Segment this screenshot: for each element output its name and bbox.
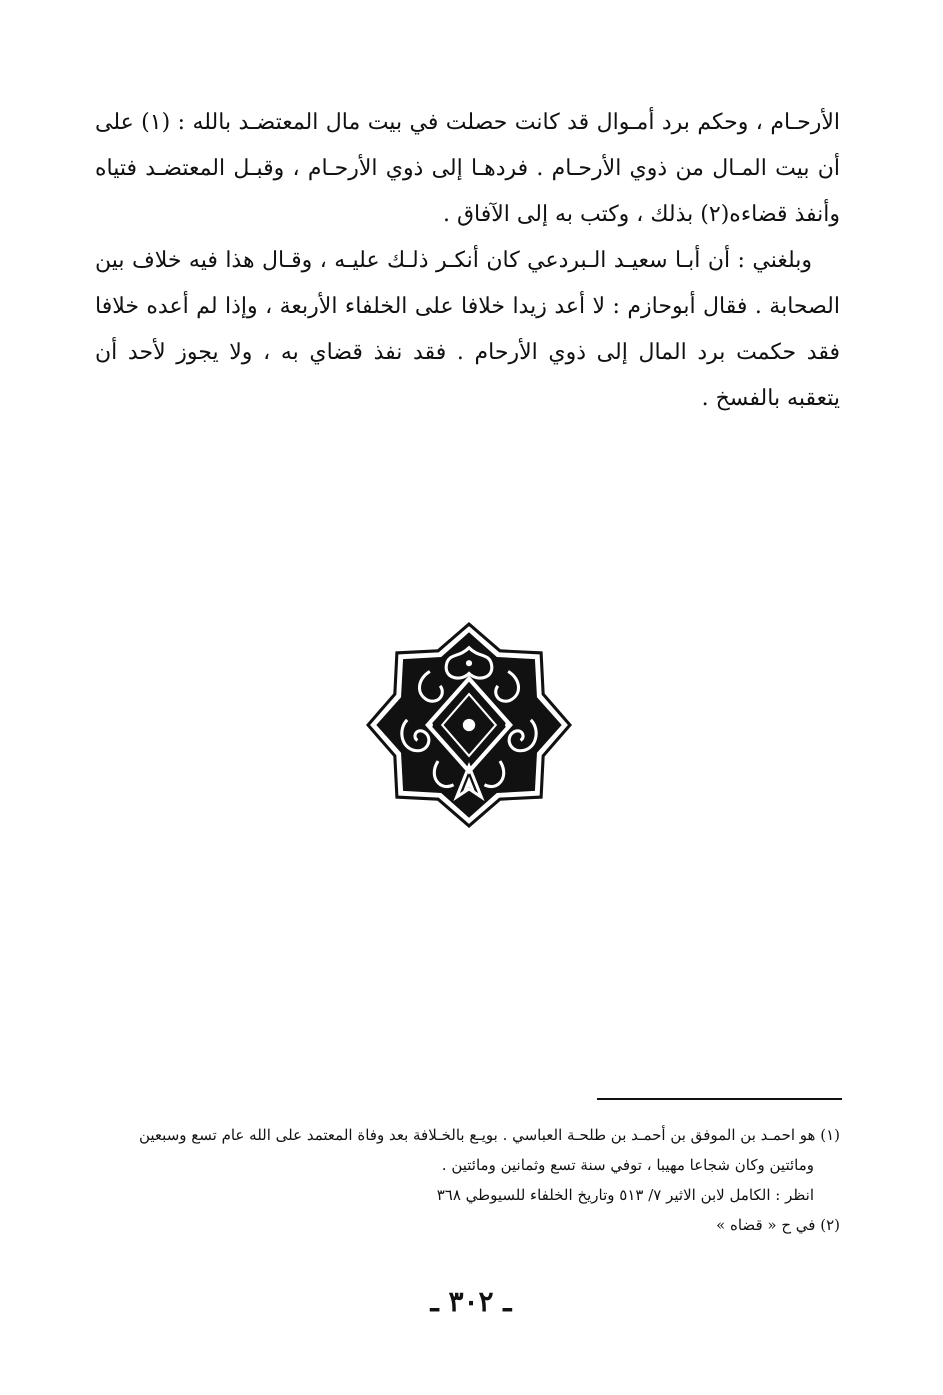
footnote-divider: [597, 1098, 842, 1100]
footnotes: [95, 1120, 840, 1240]
body-text: [95, 100, 840, 422]
paragraph-1: الأرحـام ، وحكم برد أمـوال قد كانت حصلت في بيت مال المعتضـد بالله : (١) على أن بيت المـال من ذوي الأرحـام . فردهـا إلى ذوي الأرحـام ، وقبـل المعتضـد فتياه وأنفذ قضاءه(٢) بذلك ، وكتب به إلى الآفاق .: [95, 110, 840, 227]
eight-point-star-arabesque-icon: [366, 622, 572, 828]
footnote-1-line-2: ومائتين وكان شجاعا مهيبا ، توفي سنة تسع وثمانين ومائتين .: [441, 1156, 814, 1174]
paragraph-2: وبلغني : أن أبـا سعيـد الـبردعي كان أنكـر ذلـك عليـه ، وقـال هذا فيه خلاف بين الصحابة . فقال أبوحازم : لا أعد زيدا خلافا على الخلفاء الأربعة ، وإذا لم أعده خلافا فقد حكمت برد المال إلى ذوي الأرحام . فقد نفذ قضاي به ، ولا يجوز لأحد أن يتعقبه بالفسخ .: [95, 248, 840, 411]
footnote-1-line-3: انظر : الكامل لابن الاثير ٧/ ٥١٣ وتاريخ الخلفاء للسيوطي ٣٦٨: [436, 1186, 814, 1204]
page-number: ـ ٣٠٢ ـ: [430, 1285, 512, 1318]
footnote-1-line-1: (١) هو احمـد بن الموفق بن أحمـد بن طلحـة العباسي . بويـع بالخـلافة بعد وفاة المعتمد على الله عام تسع وسبعين: [138, 1126, 840, 1144]
footnote-2: (٢) في ح « قضاه »: [716, 1216, 840, 1234]
